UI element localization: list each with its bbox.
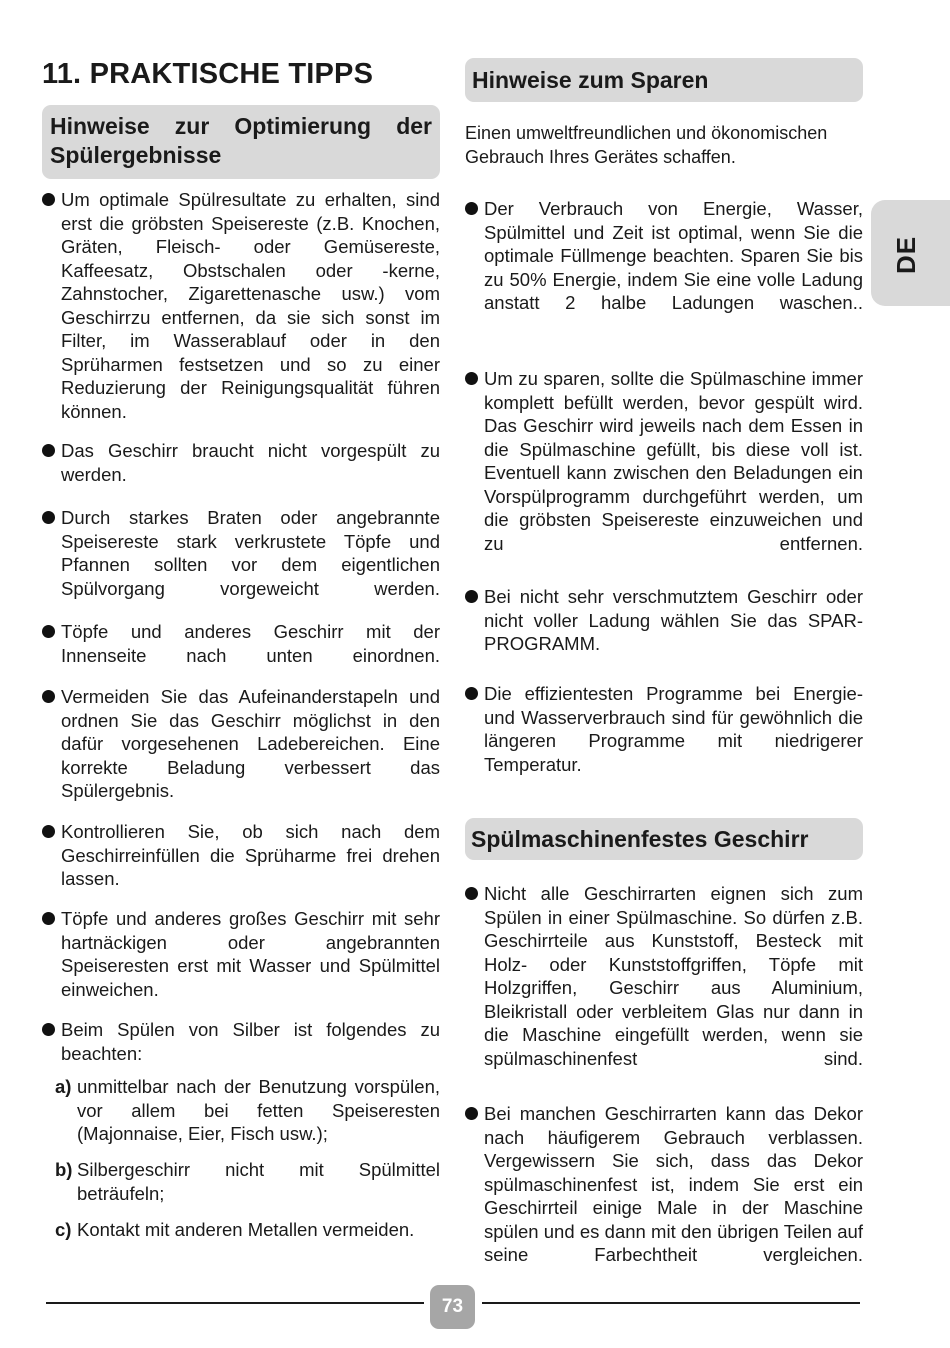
bullet-dot-icon: [42, 193, 55, 206]
list-item-text: Beim Spülen von Silber ist folgendes zu beachten:: [61, 1019, 440, 1064]
list-item-text: Um optimale Spülresultate zu erhalten, sind erst die gröbsten Speisereste (z.B. Knochen, Gräten, Fleisch- oder Gemüsereste, Kaffeesatz, Obstschalen oder -kerne, Zahnstocher, Zigarettenasche usw.) vom Geschirrzu entfernen, da sie sich sonst im Filter, im Wasserablauf oder in den Sprüharmen festsetzen und so zu einer Reduzierung der Reinigungsqualität führen können.: [61, 189, 440, 422]
page-title: 11. PRAKTISCHE TIPPS: [42, 58, 374, 90]
list-item-text: Nicht alle Geschirrarten eignen sich zum Spülen in einer Spülmaschine. So dürfen z.B. Geschirrteile aus Kunststoff, Besteck mit Holz- oder Kunststoffgriffen, Töpfe mit Holzgriffen, Geschirr aus Aluminium, Bleikristall oder verbleitem Glas nur dann in die Maschine eingefüllt werden, wenn sie spülmaschinenfest sind.: [484, 883, 863, 1069]
list-item: [42, 820, 440, 914]
sub-list-item: [55, 1218, 440, 1242]
list-item: [42, 506, 440, 624]
sub-item-label: a): [55, 1076, 72, 1097]
bullet-dot-icon: [465, 887, 478, 900]
list-item: [42, 188, 440, 447]
list-item-text: Vermeiden Sie das Aufeinanderstapeln und ordnen Sie das Geschirr möglichst in den dafür vorgesehenen Ladebereichen. Eine korrekte Beladung verbessert das Spülergebnis.: [61, 686, 440, 801]
list-item: [465, 197, 863, 338]
language-tab-label: DE: [891, 235, 921, 274]
bullet-dot-icon: [465, 687, 478, 700]
list-item-text: Das Geschirr braucht nicht vorgespült zu werden.: [61, 440, 440, 485]
bullet-dot-icon: [42, 1023, 55, 1036]
list-item-text: Bei manchen Geschirrarten kann das Dekor nach häufigerem Gebrauch verblassen. Vergewissern Sie sich, dass das Dekor spülmaschinenfest ist, indem Sie erst ein Geschirrteil einige Male in der Maschine spülen und es dann mit den übrigen Teilen auf seine Farbechtheit vergleichen.: [484, 1103, 863, 1265]
list-item-text: Durch starkes Braten oder angebrannte Speisereste stark verkrustete Töpfe und Pfannen sollten vor dem eigentlichen Spülvorgang vorgeweicht werden.: [61, 507, 440, 599]
footer-divider-left: [46, 1302, 424, 1304]
intro-text: Einen umweltfreundlichen und ökonomischen Gebrauch Ihres Gerätes schaffen.: [465, 123, 828, 167]
bullet-dot-icon: [465, 202, 478, 215]
language-tab: [871, 200, 950, 306]
sub-item-text: unmittelbar nach der Benutzung vorspülen, vor allem bei fetten Speiseresten (Majonnaise, Eier, Fisch usw.);: [77, 1076, 440, 1144]
bullet-dot-icon: [42, 825, 55, 838]
list-item: [42, 907, 440, 1025]
bullet-dot-icon: [465, 590, 478, 603]
list-item: [465, 682, 863, 800]
list-item-text: Bei nicht sehr verschmutztem Geschirr oder nicht voller Ladung wählen Sie das SPAR-PROGRAMM.: [484, 586, 863, 654]
bullet-dot-icon: [465, 372, 478, 385]
footer-divider-right: [482, 1302, 860, 1304]
bullet-dot-icon: [42, 444, 55, 457]
bullet-dot-icon: [42, 511, 55, 524]
section-heading-sparen: Hinweise zum Sparen: [465, 58, 863, 102]
bullet-dot-icon: [42, 625, 55, 638]
list-item: [465, 1102, 863, 1290]
sub-item-text: Kontakt mit anderen Metallen vermeiden.: [77, 1219, 415, 1240]
list-item: [465, 585, 863, 679]
list-item: [42, 439, 440, 510]
section-heading-geschirr: Spülmaschinenfestes Geschirr: [465, 818, 863, 860]
sub-list-item: [55, 1075, 440, 1146]
sub-item-label: c): [55, 1219, 72, 1240]
section-heading-optimierung: Hinweise zur Optimierung der Spülergebnisse: [42, 105, 440, 179]
bullet-dot-icon: [42, 690, 55, 703]
list-item-text: Um zu sparen, sollte die Spülmaschine immer komplett befüllt werden, bevor gespült wird. Das Geschirr wird jeweils nach dem Essen in die Spülmaschine gefüllt, bis diese voll ist. Eventuell kann zwischen den Beladungen ein Vorspülprogramm durchgeführt werden, um die gröbsten Speisereste einzuweichen und zu entfernen.: [484, 368, 863, 554]
list-item-text: Töpfe und anderes großes Geschirr mit sehr hartnäckigen oder angebrannten Speiseresten erst mit Wasser und Spülmittel einweichen.: [61, 908, 440, 1000]
list-item: [42, 620, 440, 691]
list-item: [465, 882, 863, 1094]
page-number: 73: [430, 1285, 475, 1329]
list-item-text: Töpfe und anderes Geschirr mit der Innenseite nach unten einordnen.: [61, 621, 440, 666]
bullet-dot-icon: [465, 1107, 478, 1120]
list-item-text: Der Verbrauch von Energie, Wasser, Spülmittel und Zeit ist optimal, wenn Sie die optimale Füllmenge beachten. Sparen Sie bis zu 50% Energie, indem Sie eine volle Ladung anstatt 2 halbe Ladungen waschen..: [484, 198, 863, 313]
list-item: [42, 685, 440, 826]
sub-item-label: b): [55, 1159, 73, 1180]
list-item-text: Kontrollieren Sie, ob sich nach dem Geschirreinfüllen die Sprüharme frei drehen lassen.: [61, 821, 440, 889]
list-item-text: Die effizientesten Programme bei Energie- und Wasserverbrauch sind für gewöhnlich die längeren Programme mit niedrigerer Temperatur.: [484, 683, 863, 775]
sub-list-item: [55, 1158, 440, 1205]
bullet-dot-icon: [42, 912, 55, 925]
list-item: [465, 367, 863, 579]
sub-item-text: Silbergeschirr nicht mit Spülmittel beträufeln;: [77, 1159, 440, 1204]
